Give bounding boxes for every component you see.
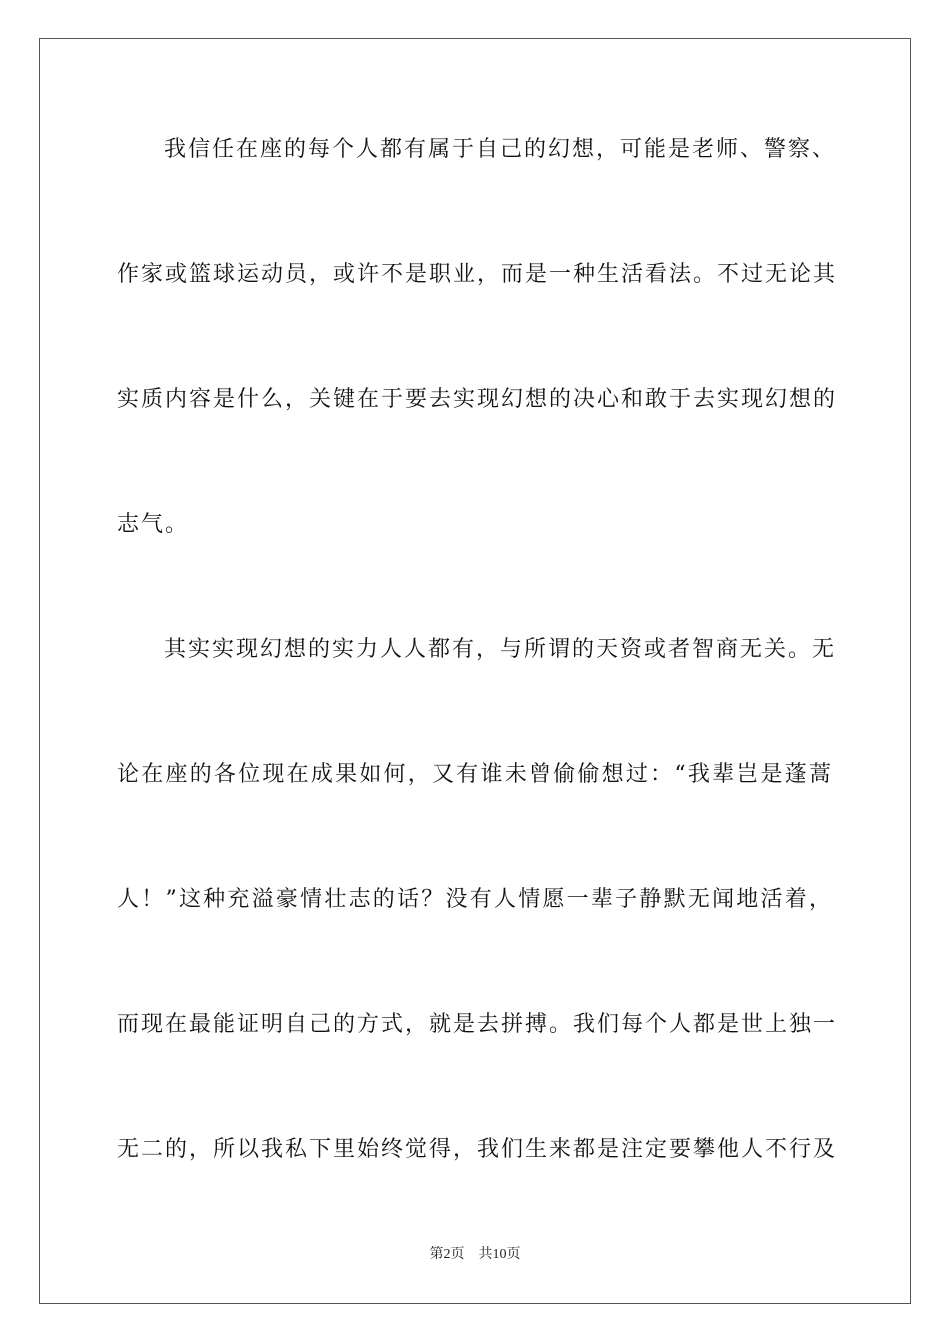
paragraph-1-line-3: 实质内容是什么，关键在于要去实现幻想的决心和敢于去实现幻想的 [117,387,838,412]
page-border [39,38,911,1304]
paragraph-2-line-3: 人！”这种充溢豪情壮志的话？没有人情愿一辈子静默无闻地活着， [117,887,833,912]
paragraph-1-line-1: 我信任在座的每个人都有属于自己的幻想，可能是老师、警察、 [164,137,837,162]
paragraph-1-line-2: 作家或篮球运动员，或许不是职业，而是一种生活看法。不过无论其 [117,262,838,287]
paragraph-1-line-4: 志气。 [117,512,190,537]
paragraph-2-line-2: 论在座的各位现在成果如何，又有谁未曾偷偷想过：“我辈岂是蓬蒿 [117,762,833,787]
paragraph-2-line-5: 无二的，所以我私下里始终觉得，我们生来都是注定要攀他人不行及 [117,1137,838,1162]
paragraph-2-line-1: 其实实现幻想的实力人人都有，与所谓的天资或者智商无关。无 [164,637,837,662]
page-number: 第2页 [429,1247,465,1262]
total-pages: 共10页 [478,1247,521,1262]
paragraph-2-line-4: 而现在最能证明自己的方式，就是去拼搏。我们每个人都是世上独一 [117,1012,838,1037]
page-footer [0,1245,950,1265]
